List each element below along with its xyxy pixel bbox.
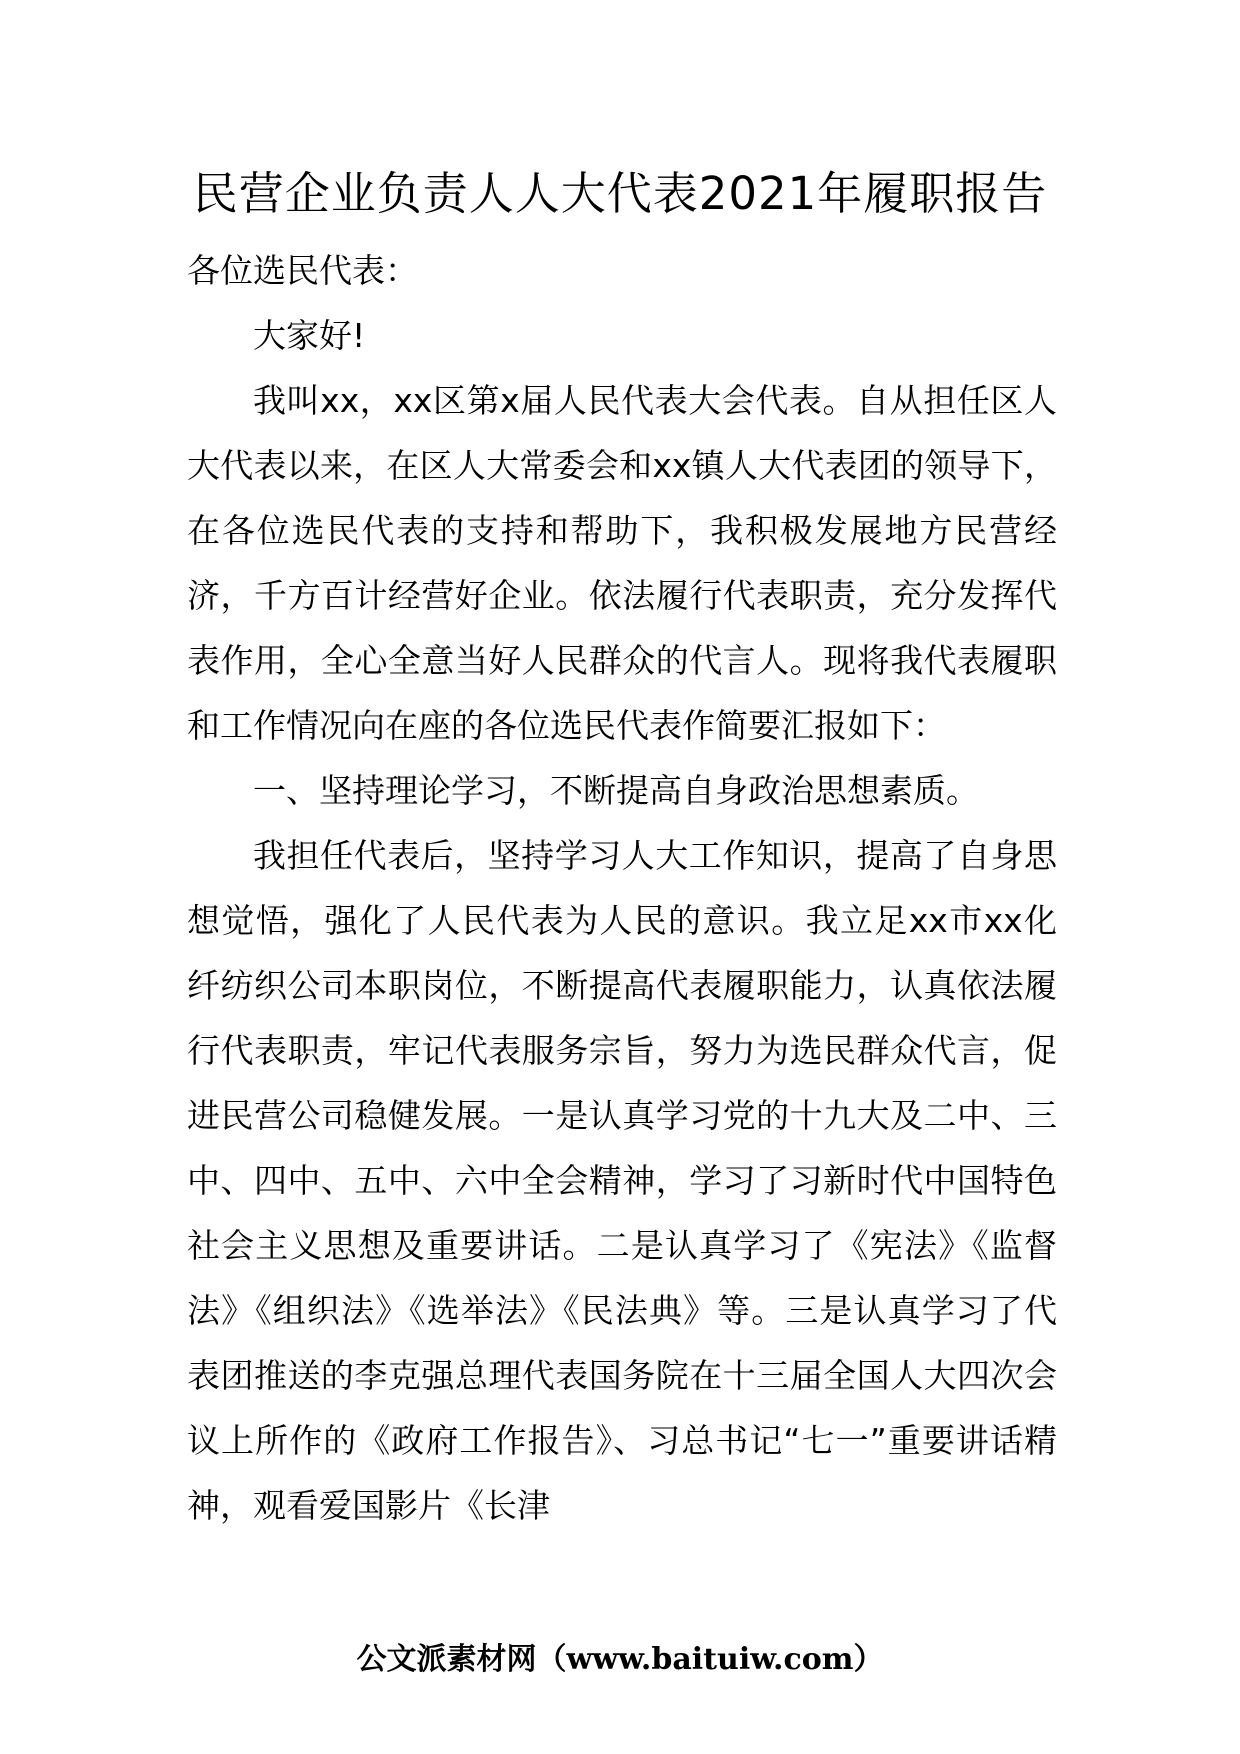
salutation: 各位选民代表： <box>187 251 418 290</box>
footer-watermark: 公文派素材网（www.baituiw.com） <box>356 1642 884 1677</box>
section-body-1: 我担任代表后，坚持学习人大工作知识，提高了自身思想觉悟，强化了人民代表为人民的意识。我立足xx市xx化纤纺织公司本职岗位，不断提高代表履职能力，认真依法履行代表职责，牢记代表服务宗旨，努力为选民群众代言，促进民营公司稳健发展。一是认真学习党的十九大及二中、三中、四中、五中、六中全会精神，学习了习新时代中国特色社会主义思想及重要讲话。二是认真学习了《宪法》《监督法》《组织法》《选举法》《民法典》等。三是认真学习了代表团推送的李克强总理代表国务院在十三届全国人大四次会议上所作的《政府工作报告》、习总书记“七一”重要讲话精神，观看爱国影片《长津 <box>187 836 1057 1525</box>
intro-paragraph: 我叫xx，xx区第x届人民代表大会代表。自从担任区人大代表以来，在区人大常委会和xx镇人大代表团的领导下，在各位选民代表的支持和帮助下，我积极发展地方民营经济，千方百计经营好企业。依法履行代表职责，充分发挥代表作用，全心全意当好人民群众的代言人。现将我代表履职和工作情况向在座的各位选民代表作简要汇报如下： <box>187 381 1057 745</box>
document-body <box>187 238 1057 1538</box>
section-heading-1: 一、坚持理论学习，不断提高自身政治思想素质。 <box>253 771 979 810</box>
greeting: 大家好! <box>253 316 366 355</box>
document-title: 民营企业负责人人大代表2021年履职报告 <box>192 167 1048 220</box>
